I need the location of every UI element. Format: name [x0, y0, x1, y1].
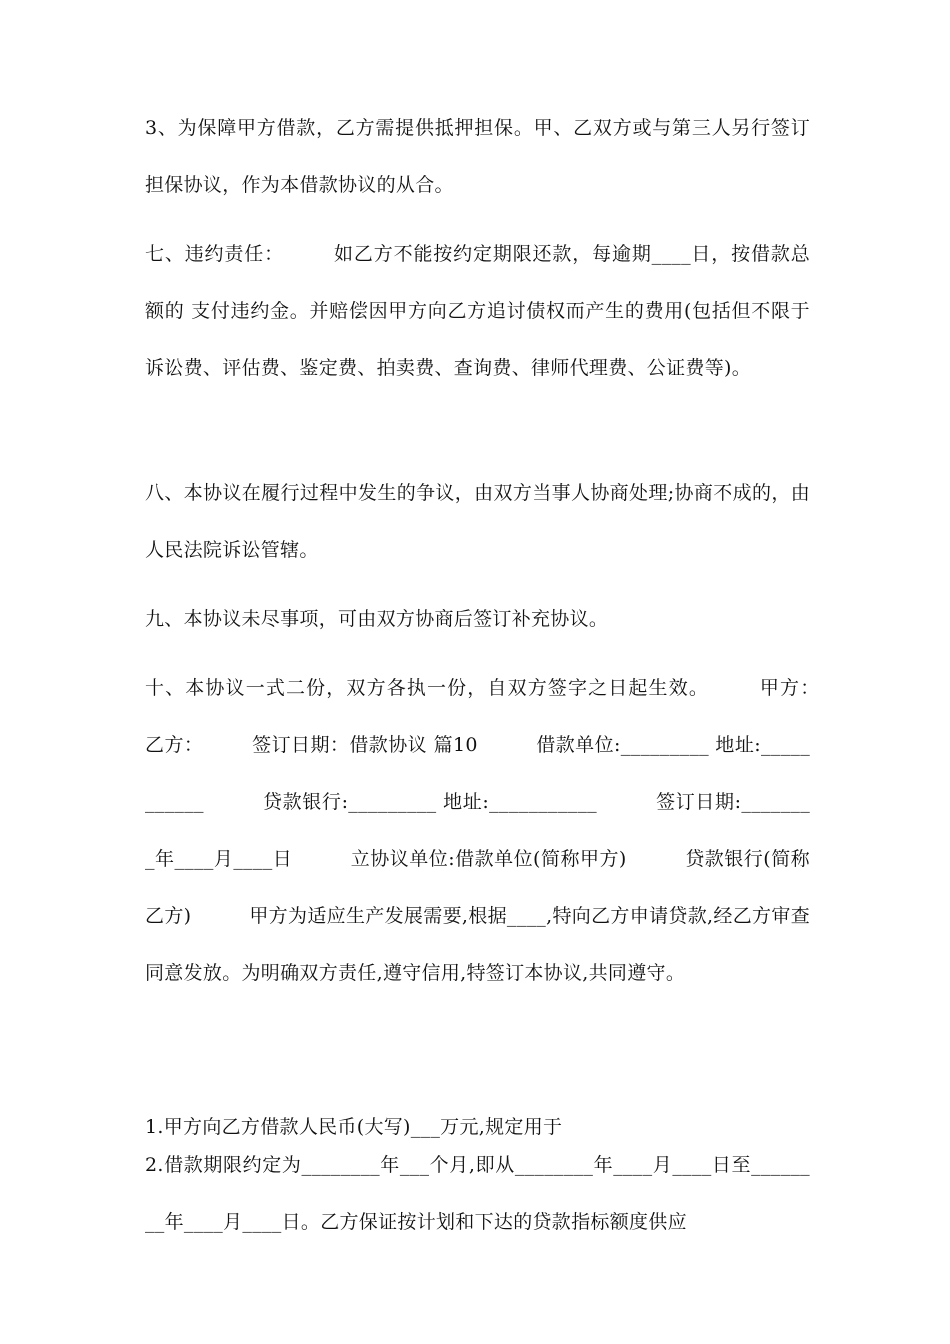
loan-clause-1-amount: 1.甲方向乙方借款人民币(大写)___万元,规定用于	[145, 1116, 563, 1138]
clause-10-effect-and-loan-agreement: 十、本协议一式二份，双方各执一份，自双方签字之日起生效。 甲方： 乙方： 签订日期：借款协议 篇10 借款单位:_________ 地址:___________ 贷款银行:_________ 地址:___________ 签订日期:________年____月____日 立协议单位:借款单位(简称甲方) 贷款银行(简称乙方) 甲方为适应生产发展需要,根据____,特向乙方申请贷款,经乙方审查同意发放。为明确双方责任,遵守信用,特签订本协议,共同遵守。	[145, 677, 830, 984]
clause-7-liability: 七、违约责任： 如乙方不能按约定期限还款，每逾期____日，按借款总额的 支付违约金。并赔偿因甲方向乙方追讨债权而产生的费用(包括但不限于诉讼费、评估费、鉴定费、拍卖费、查询费、律师代理费、公证费等)。	[145, 243, 810, 379]
loan-clause-2-term: 2.借款期限约定为________年___个月,即从________年____月____日至________年____月____日。乙方保证按计划和下达的贷款指标额度供应	[145, 1154, 810, 1233]
clause-3-guarantee: 3、为保障甲方借款，乙方需提供抵押担保。甲、乙双方或与第三人另行签订担保协议，作为本借款协议的从合。	[145, 117, 810, 196]
clause-9-supplement: 九、本协议未尽事项，可由双方协商后签订补充协议。	[145, 608, 609, 630]
clause-8-disputes: 八、本协议在履行过程中发生的争议，由双方当事人协商处理;协商不成的，由 人民法院诉讼管辖。	[145, 482, 817, 561]
